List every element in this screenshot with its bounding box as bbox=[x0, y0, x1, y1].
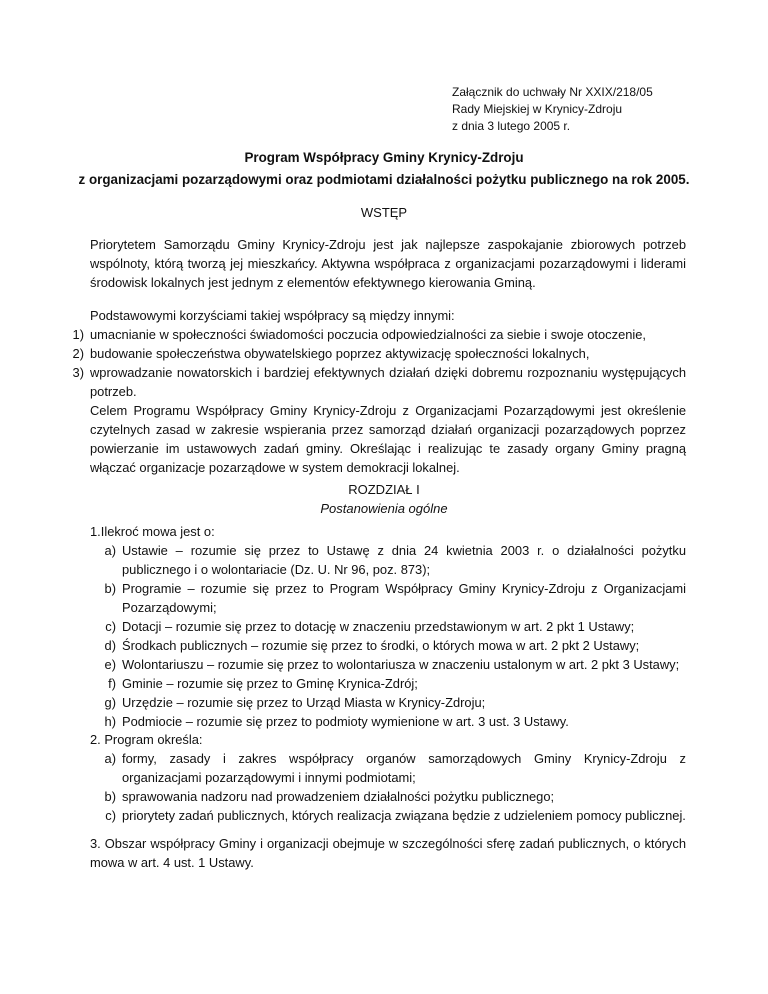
program-scope-section bbox=[90, 730, 686, 825]
list-item bbox=[90, 636, 686, 655]
list-item bbox=[90, 787, 686, 806]
list-item-text: wprowadzanie nowatorskich i bardziej efektywnych działań dzięki dobremu rozpoznaniu występujących potrzeb. bbox=[90, 365, 686, 399]
list-item-text: Wolontariuszu – rozumie się przez to wolontariusza w znaczeniu ustalonym w art. 2 pkt 3 Ustawy; bbox=[122, 657, 680, 672]
list-item bbox=[0, 344, 686, 363]
intro-heading: WSTĘP bbox=[360, 205, 408, 220]
list-item-text: formy, zasady i zakres współpracy organów samorządowych Gminy Krynicy-Zdroju z organizacjami pozarządowymi i innymi podmiotami; bbox=[122, 751, 686, 785]
attachment-line-2: Rady Miejskiej w Krynicy-Zdroju bbox=[452, 102, 623, 116]
list-marker: b) bbox=[104, 581, 116, 596]
benefits-intro: Podstawowymi korzyściami takiej współpracy są między innymi: bbox=[90, 308, 455, 323]
list-item-text: sprawowania nadzoru nad prowadzeniem działalności pożytku publicznego; bbox=[122, 789, 555, 804]
list-marker: d) bbox=[104, 638, 116, 653]
chapter-subheading: Postanowienia ogólne bbox=[320, 501, 448, 516]
list-item bbox=[90, 541, 686, 579]
list-item-text: Ustawie – rozumie się przez to Ustawę z dnia 24 kwietnia 2003 r. o działalności pożytku publicznego i o wolontariacie (Dz. U. Nr 96, poz. 873); bbox=[122, 543, 686, 577]
attachment-line-1: Załącznik do uchwały Nr XXIX/218/05 bbox=[452, 85, 653, 99]
list-marker: b) bbox=[104, 789, 116, 804]
list-item-text: budowanie społeczeństwa obywatelskiego poprzez aktywizację społeczności lokalnych, bbox=[90, 346, 590, 361]
list-item-text: Urzędzie – rozumie się przez to Urząd Miasta w Krynicy-Zdroju; bbox=[122, 695, 486, 710]
list-item bbox=[90, 749, 686, 787]
list-marker: c) bbox=[105, 808, 116, 823]
list-item-text: umacnianie w społeczności świadomości poczucia odpowiedzialności za siebie i swoje otoczenie, bbox=[90, 327, 647, 342]
list-marker: h) bbox=[104, 714, 116, 729]
list-item-text: Gminie – rozumie się przez to Gminę Krynica-Zdrój; bbox=[122, 676, 418, 691]
list-item bbox=[0, 363, 686, 401]
list-item bbox=[90, 655, 686, 674]
list-item bbox=[90, 693, 686, 712]
list-item bbox=[0, 325, 686, 344]
list-marker: a) bbox=[104, 543, 116, 558]
chapter-heading: ROZDZIAŁ I bbox=[348, 482, 420, 497]
list-marker: e) bbox=[104, 657, 116, 672]
document-title-line-1: Program Współpracy Gminy Krynicy-Zdroju bbox=[244, 150, 524, 165]
list-item-text: priorytety zadań publicznych, których realizacja związana będzie z udzieleniem pomocy publicznej. bbox=[122, 808, 686, 823]
list-item bbox=[90, 712, 686, 731]
point-1-intro: 1.Ilekroć mowa jest o: bbox=[90, 524, 215, 539]
benefits-section bbox=[72, 306, 686, 477]
list-marker: 2) bbox=[72, 346, 84, 361]
list-item-text: Podmiocie – rozumie się przez to podmioty wymienione w art. 3 ust. 3 Ustawy. bbox=[122, 714, 569, 729]
list-item bbox=[90, 806, 686, 825]
list-marker: a) bbox=[104, 751, 116, 766]
point-3: 3. Obszar współpracy Gminy i organizacji obejmuje w szczególności sferę zadań publicznych, o których mowa w art. 4 ust. 1 Ustawy. bbox=[90, 836, 686, 870]
intro-paragraph-2: Celem Programu Współpracy Gminy Krynicy-Zdroju z Organizacjami Pozarządowymi jest określenie czytelnych zasad w zakresie wspierania przez samorząd działań organizacji pozarządowych poprzez powierzanie im ustawowych zadań gminy. Określając i realizując te zasady organy Gminy pragną włączać organizacje pozarządowe w system demokracji lokalnej. bbox=[90, 403, 686, 475]
list-marker: g) bbox=[104, 695, 116, 710]
list-item-text: Programie – rozumie się przez to Program Współpracy Gminy Krynicy-Zdroju z Organizacjami Pozarządowymi; bbox=[122, 581, 686, 615]
list-marker: f) bbox=[108, 676, 116, 691]
list-marker: c) bbox=[105, 619, 116, 634]
attachment-note bbox=[452, 84, 653, 135]
list-marker: 1) bbox=[72, 327, 84, 342]
document-title-line-2: z organizacjami pozarządowymi oraz podmiotami działalności pożytku publicznego na rok 2005. bbox=[78, 172, 690, 187]
list-marker: 3) bbox=[72, 365, 84, 380]
list-item-text: Dotacji – rozumie się przez to dotację w znaczeniu przedstawionym w art. 2 pkt 1 Ustawy; bbox=[122, 619, 635, 634]
point-2-intro: 2. Program określa: bbox=[90, 732, 203, 747]
list-item bbox=[90, 579, 686, 617]
intro-paragraph-1: Priorytetem Samorządu Gminy Krynicy-Zdroju jest jak najlepsze zaspokajanie zbiorowych potrzeb wspólnoty, którą tworzą jej mieszkańcy. Aktywna współpraca z organizacjami pozarządowymi i liderami środowisk lokalnych jest jednym z elementów efektywnego kierowania Gminą. bbox=[90, 237, 686, 290]
list-item bbox=[90, 674, 686, 693]
list-item bbox=[90, 617, 686, 636]
attachment-line-3: z dnia 3 lutego 2005 r. bbox=[452, 119, 571, 133]
list-item-text: Środkach publicznych – rozumie się przez to środki, o których mowa w art. 2 pkt 2 Ustawy; bbox=[122, 638, 640, 653]
definitions-section bbox=[90, 522, 686, 731]
